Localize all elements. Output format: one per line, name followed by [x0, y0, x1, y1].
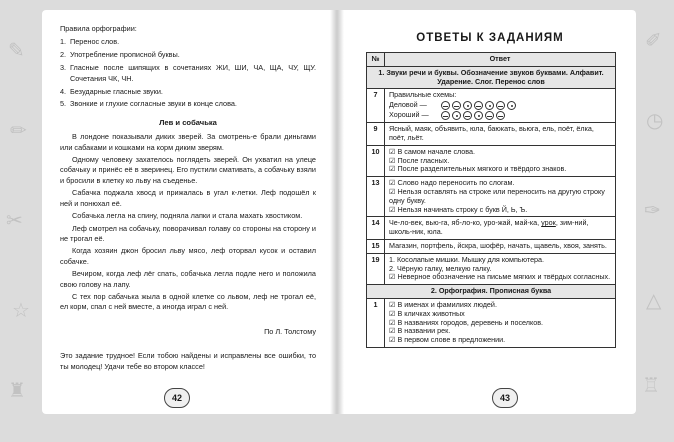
- story-paragraph: Сабачка поджала хвосд и прижалась в угал к-летки. Леф подошёл к ней и понюхал её.: [60, 188, 316, 208]
- story-title: Лев и собачька: [159, 117, 217, 127]
- story-author: По Л. Толстому: [264, 326, 316, 336]
- table-row: 15 Магазин, портфель, йскра, шофёр, начать, щавель, хвоя, занять.: [367, 239, 616, 253]
- backpack-doodle-icon: ♖: [642, 373, 660, 397]
- story-paragraph: Когда хозяин джон бросил льву мясо, леф оторвал кусок и оставил собачке.: [60, 246, 316, 266]
- story-paragraph: С тех пор сабачька жыла в одной клетке со львом, леф не трогал её, ел корм, спал с ней вместе, а иногда играл с ней.: [60, 291, 316, 312]
- rules-list: [60, 37, 316, 109]
- page-number-right: 43: [492, 388, 518, 408]
- table-row: 1 ☑ В именах и фамилиях людей. ☑ В кличках животных ☑ В названиях городов, деревень и поселков. ☑ В названии рек. ☑ В первом слове в предложении.: [367, 298, 616, 347]
- schema-delovoy: Деловой —: [389, 101, 611, 110]
- rule-item: 2. Употребление прописной буквы.: [60, 50, 180, 60]
- left-page: [42, 10, 330, 414]
- consonant-circle-icon: [474, 111, 483, 120]
- table-row: 9 Ясный, маяк, объявить, юла, баюкать, вьюга, ель, поёт, ёлка, поёт, льёт.: [367, 123, 616, 146]
- right-page: [344, 10, 636, 414]
- rule-item: 1. Перенос слов.: [60, 37, 120, 47]
- story-paragraph: Леф смотрел на собачьку, поворачивал голаву со стороны на сторону и не трогал её.: [60, 223, 316, 243]
- story-text: [60, 132, 316, 313]
- story-paragraph: Одному человеку захателось поглядеть зверей. Он ухватил на улеце собачьку и принёс её в зверинец. Его пустили смативать, а собачьку взяли и бросили в клетку ко льву на съеденье.: [60, 155, 316, 185]
- table-row: 19 1. Косолапые мишки. Мышку для компьютера. 2. Чёрную галку, мелкую галку. ☑ Неверное обозначение на письме мягких и твёрдых согласных.: [367, 253, 616, 284]
- consonant-circle-icon: [507, 101, 516, 110]
- vowel-circle-icon: [496, 111, 505, 120]
- answers-title: ОТВЕТЫ К ЗАДАНИЯМ: [416, 32, 564, 44]
- table-header-row: [367, 53, 616, 67]
- table-row: 13 ☑ Слово надо переносить по слогам. ☑ Нельзя оставлять на строке или переносить на другую строку одну букву. ☑ Нельзя начинать строку с букв Й, Ь, Ъ.: [367, 177, 616, 217]
- story-paragraph: В лондоне показывали диких зверей. За смотрень-е брали диньгами или сабаками и кошками на корм диким зверям.: [60, 132, 316, 152]
- vowel-circle-icon: [496, 101, 505, 110]
- star-doodle-icon: ☆: [12, 298, 30, 322]
- pencil-doodle-icon: ✏: [10, 118, 27, 142]
- table-row: 14 Че-ло-век, вью-га, яб-ло-ко, урo-жай, май-ка, урок, зим-ний, школь-ник, юла.: [367, 217, 616, 240]
- consonant-circle-icon: [485, 101, 494, 110]
- vowel-circle-icon: [452, 101, 461, 110]
- consonant-circle-icon: [463, 101, 472, 110]
- vowel-circle-icon: [441, 111, 450, 120]
- col-answer-header: Ответ: [385, 53, 616, 67]
- drop-doodle-icon: ✑: [644, 198, 661, 222]
- vowel-circle-icon: [463, 111, 472, 120]
- answers-table: [366, 52, 616, 348]
- ruler-doodle-icon: ✎: [8, 38, 25, 62]
- section-2-title: 2. Орфография. Прописная буква: [367, 285, 616, 299]
- triangle-doodle-icon: △: [646, 288, 662, 312]
- story-paragraph: Вечиром, когда леф лёг спать, собачька легла подле него и положила свою голову на лапу.: [60, 269, 316, 289]
- table-row: 10 ☑ В самом начале слова. ☑ После гласных. ☑ После разделительных мягкого и твёрдого знаков.: [367, 145, 616, 176]
- rule-item: 4. Безударные гласные звуки.: [60, 86, 163, 96]
- page-number-left: 42: [164, 388, 190, 408]
- section-1-title: 1. Звуки речи и буквы. Обозначение звуков буквами. Алфавит. Ударение. Слог. Перенос слов: [367, 66, 616, 89]
- rules-title: Правила орфографии:: [60, 24, 137, 33]
- book-doodle-icon: ✐: [645, 28, 662, 52]
- section-row: [367, 66, 616, 89]
- table-row: 7 Правильные схемы: Деловой — Хороший —: [367, 89, 616, 123]
- clock-doodle-icon: ◷: [646, 108, 664, 132]
- final-note: Это задание трудное! Если тобою найдены и исправлены все ошибки, то ты молодец! Удачи тебе во втором классе!: [60, 351, 316, 371]
- book-spine: [330, 10, 344, 414]
- schema-horoshiy: Хороший —: [389, 111, 611, 120]
- section-row: [367, 285, 616, 299]
- story-paragraph: Собачька легла на спину, подняла лапки и стала махать хвостиком.: [72, 211, 303, 221]
- col-num-header: №: [367, 53, 385, 67]
- scissors-doodle-icon: ✂: [6, 208, 23, 232]
- bag-doodle-icon: ♜: [8, 378, 26, 402]
- vowel-circle-icon: [441, 101, 450, 110]
- vowel-circle-icon: [474, 101, 483, 110]
- rule-item: 3. Гласные после шипящих в сочетаниях ЖИ, ШИ, ЧА, ЩА, ЧУ, ЩУ. Сочетания ЧК, ЧН.: [60, 63, 316, 83]
- vowel-circle-icon: [485, 111, 494, 120]
- rule-item: 5. Звонкие и глухие согласные звуки в конце слова.: [60, 99, 237, 109]
- consonant-circle-icon: [452, 111, 461, 120]
